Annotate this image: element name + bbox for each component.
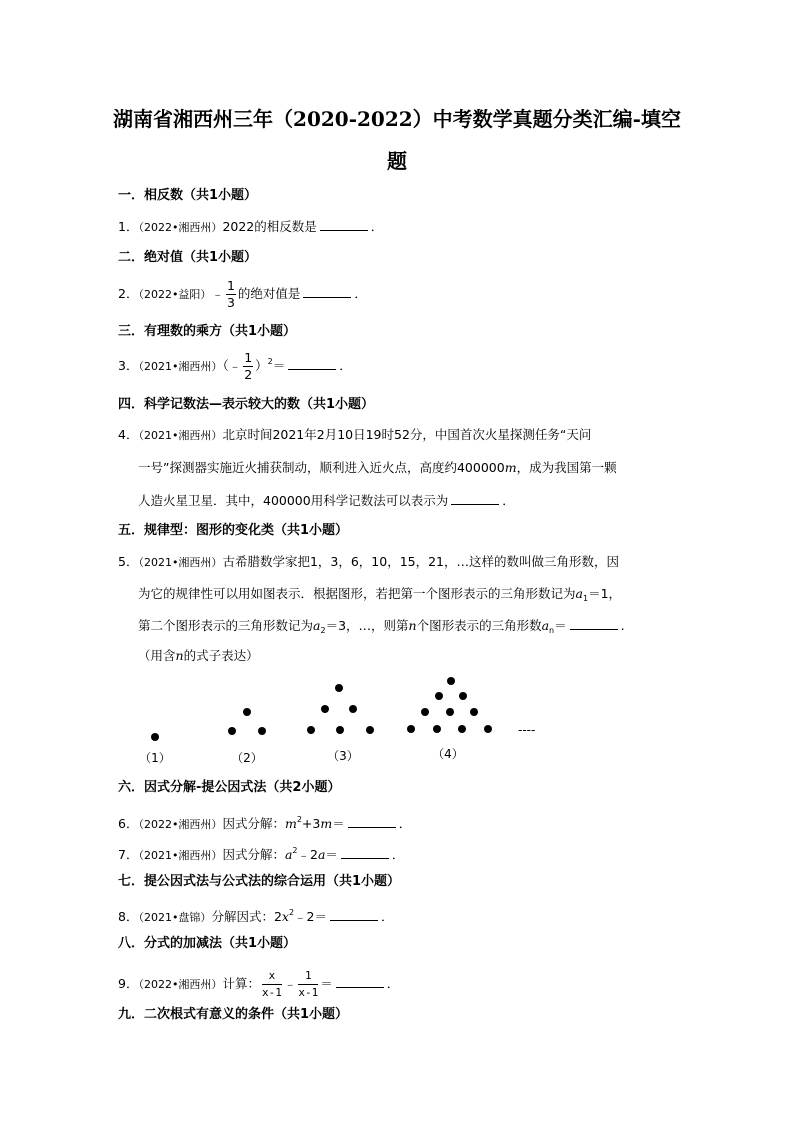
question-source: （2022•益阳） [138, 288, 212, 301]
dot [336, 726, 344, 734]
question-number: 4． [118, 427, 139, 442]
question-5-line-2 [138, 584, 621, 609]
question-text: 计算： [222, 976, 260, 991]
dot [258, 727, 266, 735]
fraction [243, 350, 253, 383]
dot [307, 726, 315, 734]
fraction [262, 968, 282, 1001]
question-text: 为它的规律性可以用如图表示．根据图形，若把第一个图形表示的三角形数记为 [138, 586, 576, 601]
question-text: 北京时间2021年2月10日19时52分，中国首次火星探测任务“天问 [222, 427, 592, 442]
dot [243, 708, 251, 716]
question-3 [118, 350, 352, 383]
right-paren: ） [255, 358, 268, 373]
question-end: ． [398, 816, 412, 831]
variable: n [175, 648, 184, 663]
fraction [298, 968, 318, 1001]
question-text: 的式子表达） [183, 648, 259, 663]
dot [151, 733, 159, 741]
figure-2-dots [228, 708, 266, 735]
dot [228, 727, 236, 735]
expression-part: ﹣2＝ [294, 909, 327, 924]
question-text: 分解因式：2 [211, 909, 282, 924]
question-text: （用含 [138, 648, 176, 663]
answer-blank[interactable] [341, 846, 389, 859]
question-source: （2021•湘西州） [138, 429, 223, 442]
subscript: 2 [320, 626, 326, 635]
question-source: （2021•湘西州） [138, 556, 223, 569]
question-end: ． [502, 493, 515, 508]
question-text: 古希腊数学家把1，3，6，10，15，21，…这样的数叫做三角形数，因 [222, 554, 620, 569]
fraction-numerator: 1 [244, 350, 253, 365]
answer-blank[interactable] [303, 285, 351, 298]
section-heading-8: 八．分式的加减法（共1小题） [118, 936, 297, 951]
question-source: （2021•湘西州） [138, 360, 223, 373]
answer-blank[interactable] [336, 975, 384, 988]
question-source: （2021•湘西州） [138, 849, 223, 862]
fraction-numerator: x [262, 968, 282, 985]
question-5-line-4 [138, 646, 259, 666]
figure-1-dots [151, 733, 159, 741]
answer-blank[interactable] [288, 357, 336, 370]
dot [435, 692, 443, 700]
dot [407, 725, 415, 733]
fraction-denominator: 3 [226, 295, 235, 310]
variable: a [284, 847, 293, 862]
exponent: 2 [296, 815, 302, 824]
question-source: （2022•湘西州） [138, 978, 223, 991]
variable: m [284, 816, 297, 831]
equals-sign: ＝ [332, 816, 345, 831]
equals-sign: ＝ [325, 847, 338, 862]
dot [459, 692, 467, 700]
answer-blank[interactable] [348, 815, 396, 828]
question-number: 5． [118, 554, 139, 569]
fraction-denominator: x-1 [298, 986, 319, 999]
question-text: 的绝对值是 [237, 286, 301, 301]
question-4-line-1 [118, 425, 591, 446]
figure-4-dots [407, 677, 492, 733]
document-title-continued: 题 [387, 149, 407, 173]
question-text: 因式分解： [222, 847, 285, 862]
expression-part: +3 [301, 816, 321, 831]
question-source: （2022•湘西州） [138, 818, 223, 831]
fraction-denominator: 2 [244, 367, 253, 382]
expression-part: ﹣2 [297, 847, 318, 862]
question-end: ． [386, 976, 400, 991]
dot [366, 726, 374, 734]
dot [321, 705, 329, 713]
unit-variable: m [504, 460, 517, 475]
question-number: 1． [118, 219, 139, 234]
question-1 [118, 217, 383, 238]
dot [421, 708, 429, 716]
question-text: 第二个图形表示的三角形数记为 [138, 618, 314, 633]
minus-sign: ﹣ [211, 286, 224, 301]
answer-blank[interactable] [570, 617, 618, 630]
figure-label-2: （2） [231, 751, 263, 765]
question-5-line-3 [138, 616, 625, 641]
dot [433, 725, 441, 733]
answer-blank[interactable] [451, 492, 499, 505]
section-heading-4: 四．科学记数法—表示较大的数（共1小题） [118, 397, 375, 412]
question-source: （2022•湘西州） [138, 221, 223, 234]
question-6 [118, 810, 411, 835]
question-end: . [620, 618, 625, 633]
figure-ellipsis: ---- [518, 723, 536, 737]
question-text: 因式分解： [222, 816, 285, 831]
minus-sign: ﹣ [283, 976, 297, 991]
section-heading-2: 二．绝对值（共1小题） [118, 250, 258, 265]
figure-label-4: （4） [432, 747, 464, 761]
section-heading-5: 五．规律型：图形的变化类（共1小题） [118, 523, 349, 538]
variable: a [313, 618, 321, 633]
question-end: ． [381, 909, 394, 924]
variable: n [408, 618, 417, 633]
variable: m [320, 816, 333, 831]
figure-3-dots [307, 684, 374, 734]
variable: x [281, 909, 289, 924]
dot [484, 725, 492, 733]
exponent: 2 [288, 908, 295, 917]
exponent: 2 [292, 846, 298, 855]
question-text: 一号”探测器实施近火捕获制动，顺利进入近火点，高度约400000 [138, 460, 505, 475]
question-text: ，成为我国第一颗 [516, 460, 617, 475]
variable: a [317, 847, 326, 862]
equals-sign: ＝ [320, 976, 333, 991]
fraction-denominator: x-1 [261, 986, 282, 999]
fraction [226, 278, 236, 311]
triangular-numbers-figure [120, 674, 560, 770]
dot [458, 725, 466, 733]
question-8 [118, 903, 394, 928]
dot [446, 708, 454, 716]
question-end: ． [391, 847, 405, 862]
equals-sign: ＝ [272, 358, 286, 373]
fraction-numerator: 1 [298, 968, 318, 985]
section-heading-7: 七．提公因式法与公式法的综合运用（共1小题） [118, 874, 401, 889]
variable: a [541, 618, 550, 633]
dot [470, 708, 478, 716]
subscript: 1 [582, 594, 589, 603]
figure-label-1: （1） [139, 751, 171, 765]
section-heading-1: 一．相反数（共1小题） [118, 188, 258, 203]
question-text: 个图形表示的三角形数 [416, 618, 542, 633]
question-source: （2021•盘锦） [138, 911, 212, 924]
question-number: 2． [118, 286, 139, 301]
left-paren: （﹣ [222, 358, 242, 373]
equals-sign: ＝ [554, 618, 567, 633]
question-text: ＝1， [588, 586, 622, 601]
question-4-line-2 [138, 458, 617, 478]
subscript: n [549, 626, 555, 635]
fraction-numerator: 1 [226, 278, 235, 293]
variable: a [575, 586, 583, 601]
document-title: 湖南省湘西州三年（2020-2022）中考数学真题分类汇编-填空 [113, 107, 681, 131]
dot [447, 677, 455, 685]
section-heading-9: 九．二次根式有意义的条件（共1小题） [118, 1007, 349, 1022]
dot [335, 684, 343, 692]
question-number: 6． [118, 816, 139, 831]
question-text: ＝3，…，则第 [325, 618, 409, 633]
question-number: 7． [118, 847, 139, 862]
question-end: ． [354, 286, 367, 301]
section-heading-6: 六．因式分解-提公因式法（共2小题） [118, 780, 341, 795]
question-2 [118, 278, 367, 311]
dot [349, 705, 357, 713]
section-heading-3: 三．有理数的乘方（共1小题） [118, 324, 297, 339]
exponent: 2 [267, 357, 273, 366]
question-9 [118, 968, 399, 1001]
question-number: 9． [118, 976, 139, 991]
question-number: 8． [118, 909, 139, 924]
question-7 [118, 841, 404, 866]
question-5-line-1 [118, 552, 619, 573]
answer-blank[interactable] [330, 908, 378, 921]
answer-blank[interactable] [320, 218, 368, 231]
question-end: ． [370, 219, 384, 234]
question-4-line-3 [138, 491, 515, 511]
question-text: 2022的相反数是 [222, 219, 317, 234]
question-text: 人造火星卫星．其中，400000用科学记数法可以表示为 [138, 493, 449, 508]
figure-label-3: （3） [327, 749, 359, 763]
question-number: 3． [118, 358, 139, 373]
question-end: ． [339, 358, 352, 373]
